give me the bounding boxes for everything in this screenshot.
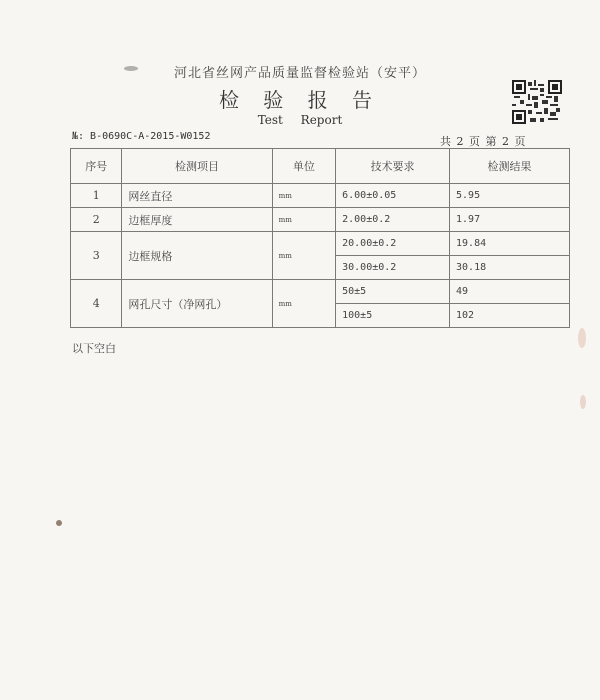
report-number: №: B-0690C-A-2015-W0152 <box>72 131 211 142</box>
stamp-mark <box>580 395 586 409</box>
table-header-row <box>71 149 570 184</box>
row-item: 边框厚度 <box>122 208 272 232</box>
row-requirement: 20.00±0.2 <box>336 232 450 256</box>
row-no: 1 <box>71 184 122 208</box>
table-row <box>71 184 570 208</box>
row-unit: mm <box>272 208 336 232</box>
header-item: 检测项目 <box>122 149 272 184</box>
row-requirement: 50±5 <box>336 280 450 304</box>
header-no: 序号 <box>71 149 122 184</box>
row-unit: mm <box>272 232 336 280</box>
row-requirement: 2.00±0.2 <box>336 208 450 232</box>
table-row <box>71 280 570 304</box>
row-item: 网孔尺寸（净网孔） <box>122 280 272 328</box>
row-item: 网丝直径 <box>122 184 272 208</box>
row-result: 19.84 <box>450 232 570 256</box>
row-result: 49 <box>450 280 570 304</box>
row-no: 4 <box>71 280 122 328</box>
header-unit: 单位 <box>272 149 336 184</box>
row-requirement: 100±5 <box>336 304 450 328</box>
test-results-table <box>70 148 570 328</box>
row-unit: mm <box>272 280 336 328</box>
table-row <box>71 232 570 256</box>
report-title-en: Test Report <box>257 113 343 127</box>
report-title-cn: 检 验 报 告 <box>218 88 382 112</box>
table-row <box>71 208 570 232</box>
page-counter: 共 2 页 第 2 页 <box>440 135 527 148</box>
blank-below-note: 以下空白 <box>72 342 116 355</box>
row-result: 30.18 <box>450 256 570 280</box>
row-requirement: 6.00±0.05 <box>336 184 450 208</box>
stamp-mark <box>578 328 586 348</box>
row-no: 2 <box>71 208 122 232</box>
row-item: 边框规格 <box>122 232 272 280</box>
row-result: 1.97 <box>450 208 570 232</box>
row-result: 5.95 <box>450 184 570 208</box>
row-no: 3 <box>71 232 122 280</box>
row-result: 102 <box>450 304 570 328</box>
row-unit: mm <box>272 184 336 208</box>
ink-smudge <box>56 520 62 526</box>
row-requirement: 30.00±0.2 <box>336 256 450 280</box>
qr-code-icon <box>512 80 562 124</box>
header-result: 检测结果 <box>450 149 570 184</box>
organization-name: 河北省丝网产品质量监督检验站（安平） <box>173 66 426 81</box>
header-requirement: 技术要求 <box>336 149 450 184</box>
